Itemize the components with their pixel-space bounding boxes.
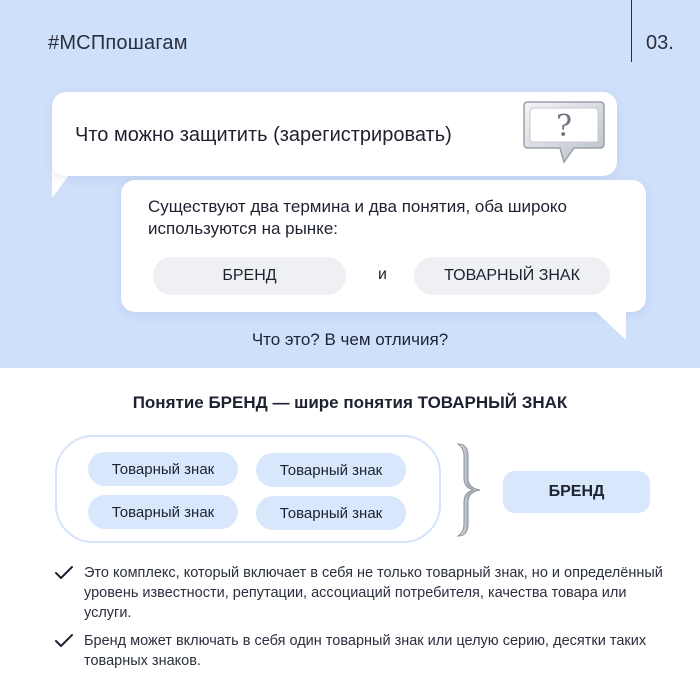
question-bubble-icon <box>520 96 608 174</box>
term-brand-pill: БРЕНД <box>153 257 346 295</box>
trademark-pill: Товарный знак <box>256 453 406 487</box>
svg-text:?: ? <box>555 109 573 144</box>
header-divider <box>631 0 632 62</box>
trademark-pill: Товарный знак <box>256 496 406 530</box>
conjunction-text: и <box>378 266 387 283</box>
term-trademark-pill: ТОВАРНЫЙ ЗНАК <box>414 257 610 295</box>
checkmark-icon <box>54 633 74 649</box>
terms-text: Существуют два термина и два понятия, оба широко используются на рынке: <box>148 197 567 238</box>
comparison-heading: Понятие БРЕНД — шире понятия ТОВАРНЫЙ ЗНАК <box>132 393 568 412</box>
question-text: Что это? В чем отличия? <box>251 330 449 349</box>
curly-brace-icon <box>452 440 488 540</box>
trademark-pill: Товарный знак <box>88 452 238 486</box>
trademark-pill: Товарный знак <box>88 495 238 529</box>
hashtag-label: #МСПпошагам <box>48 32 188 54</box>
page-number: 03. <box>646 32 674 54</box>
intro-title: Что можно защитить (зарегистрировать) <box>75 124 452 146</box>
bullet-text: Бренд может включать в себя один товарный знак или целую серию, десятки таких товарных знаков. <box>84 633 647 669</box>
checkmark-icon <box>54 565 74 581</box>
brand-box: БРЕНД <box>503 471 650 513</box>
bullet-text: Это комплекс, который включает в себя не только товарный знак, но и определённый уровень известности, репутации, ассоциаций потребителя, качества товара или услуги. <box>84 565 663 621</box>
